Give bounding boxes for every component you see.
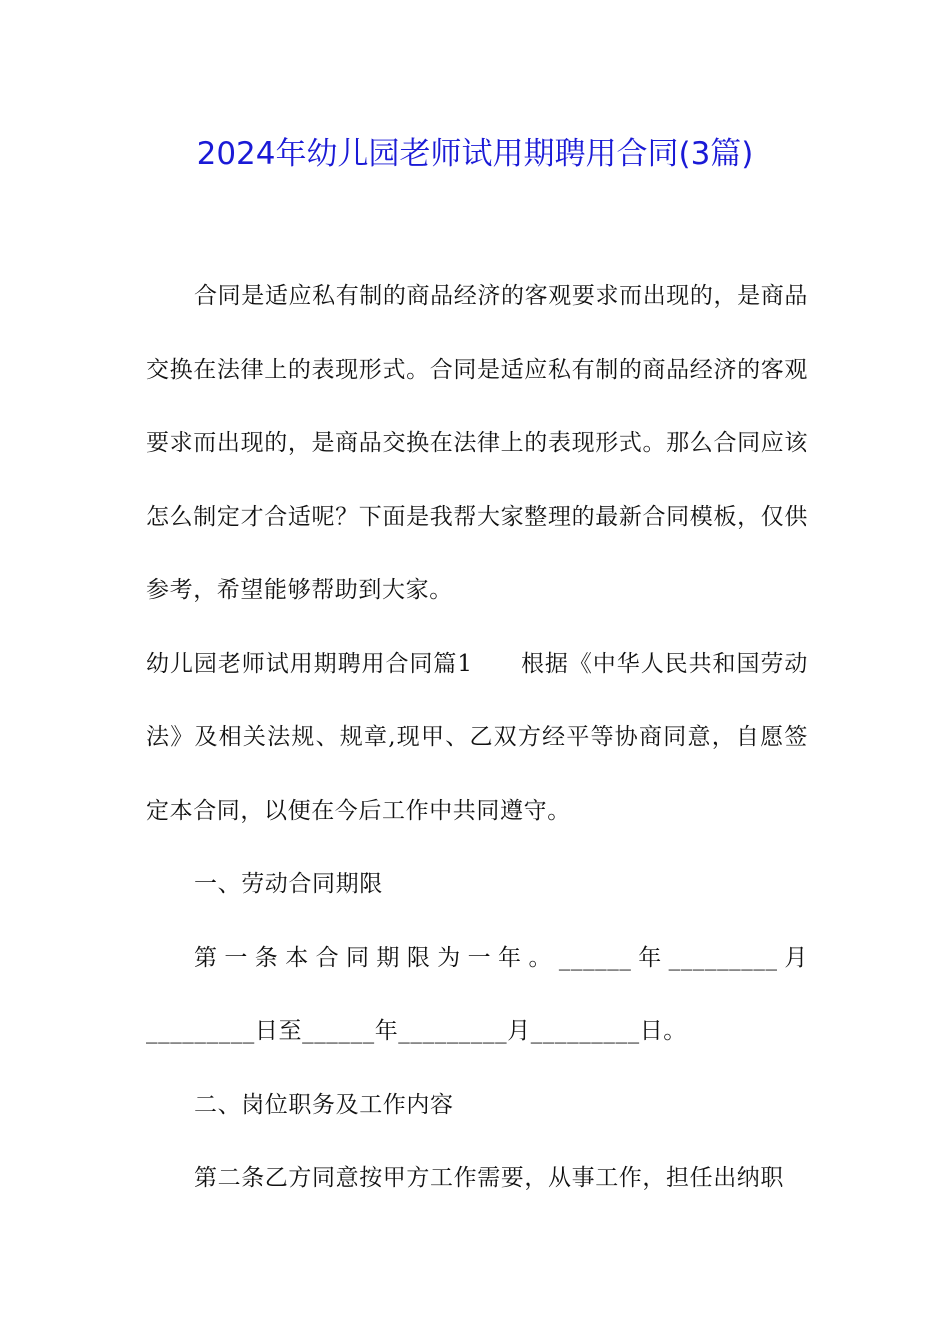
clause-term: 第一条本合同期限为一年。______年_________月_________日至______年_________月_________日。 <box>146 944 808 1044</box>
section-heading-term: 一、劳动合同期限 <box>194 871 383 897</box>
clause-duties: 第二条乙方同意按甲方工作需要，从事工作，担任出纳职 <box>194 1165 784 1191</box>
preamble-text: 根据《中华人民共和国劳动法》及相关法规、规章,现甲、乙双方经平等协商同意，自愿签定本合同，以便在今后工作中共同遵守。 <box>146 650 808 824</box>
document-body <box>146 260 808 1216</box>
article-paragraph <box>146 628 808 849</box>
intro-paragraph: 合同是适应私有制的商品经济的客观要求而出现的，是商品交换在法律上的表现形式。合同是适应私有制的商品经济的客观要求而出现的，是商品交换在法律上的表现形式。那么合同应该怎么制定才合适呢？下面是我帮大家整理的最新合同模板，仅供参考，希望能够帮助到大家。 <box>146 283 808 603</box>
article-heading: 幼儿园老师试用期聘用合同篇1 <box>146 650 473 677</box>
document-title: 2024年幼儿园老师试用期聘用合同(3篇) <box>196 136 754 172</box>
section-heading-duties: 二、岗位职务及工作内容 <box>194 1091 454 1118</box>
